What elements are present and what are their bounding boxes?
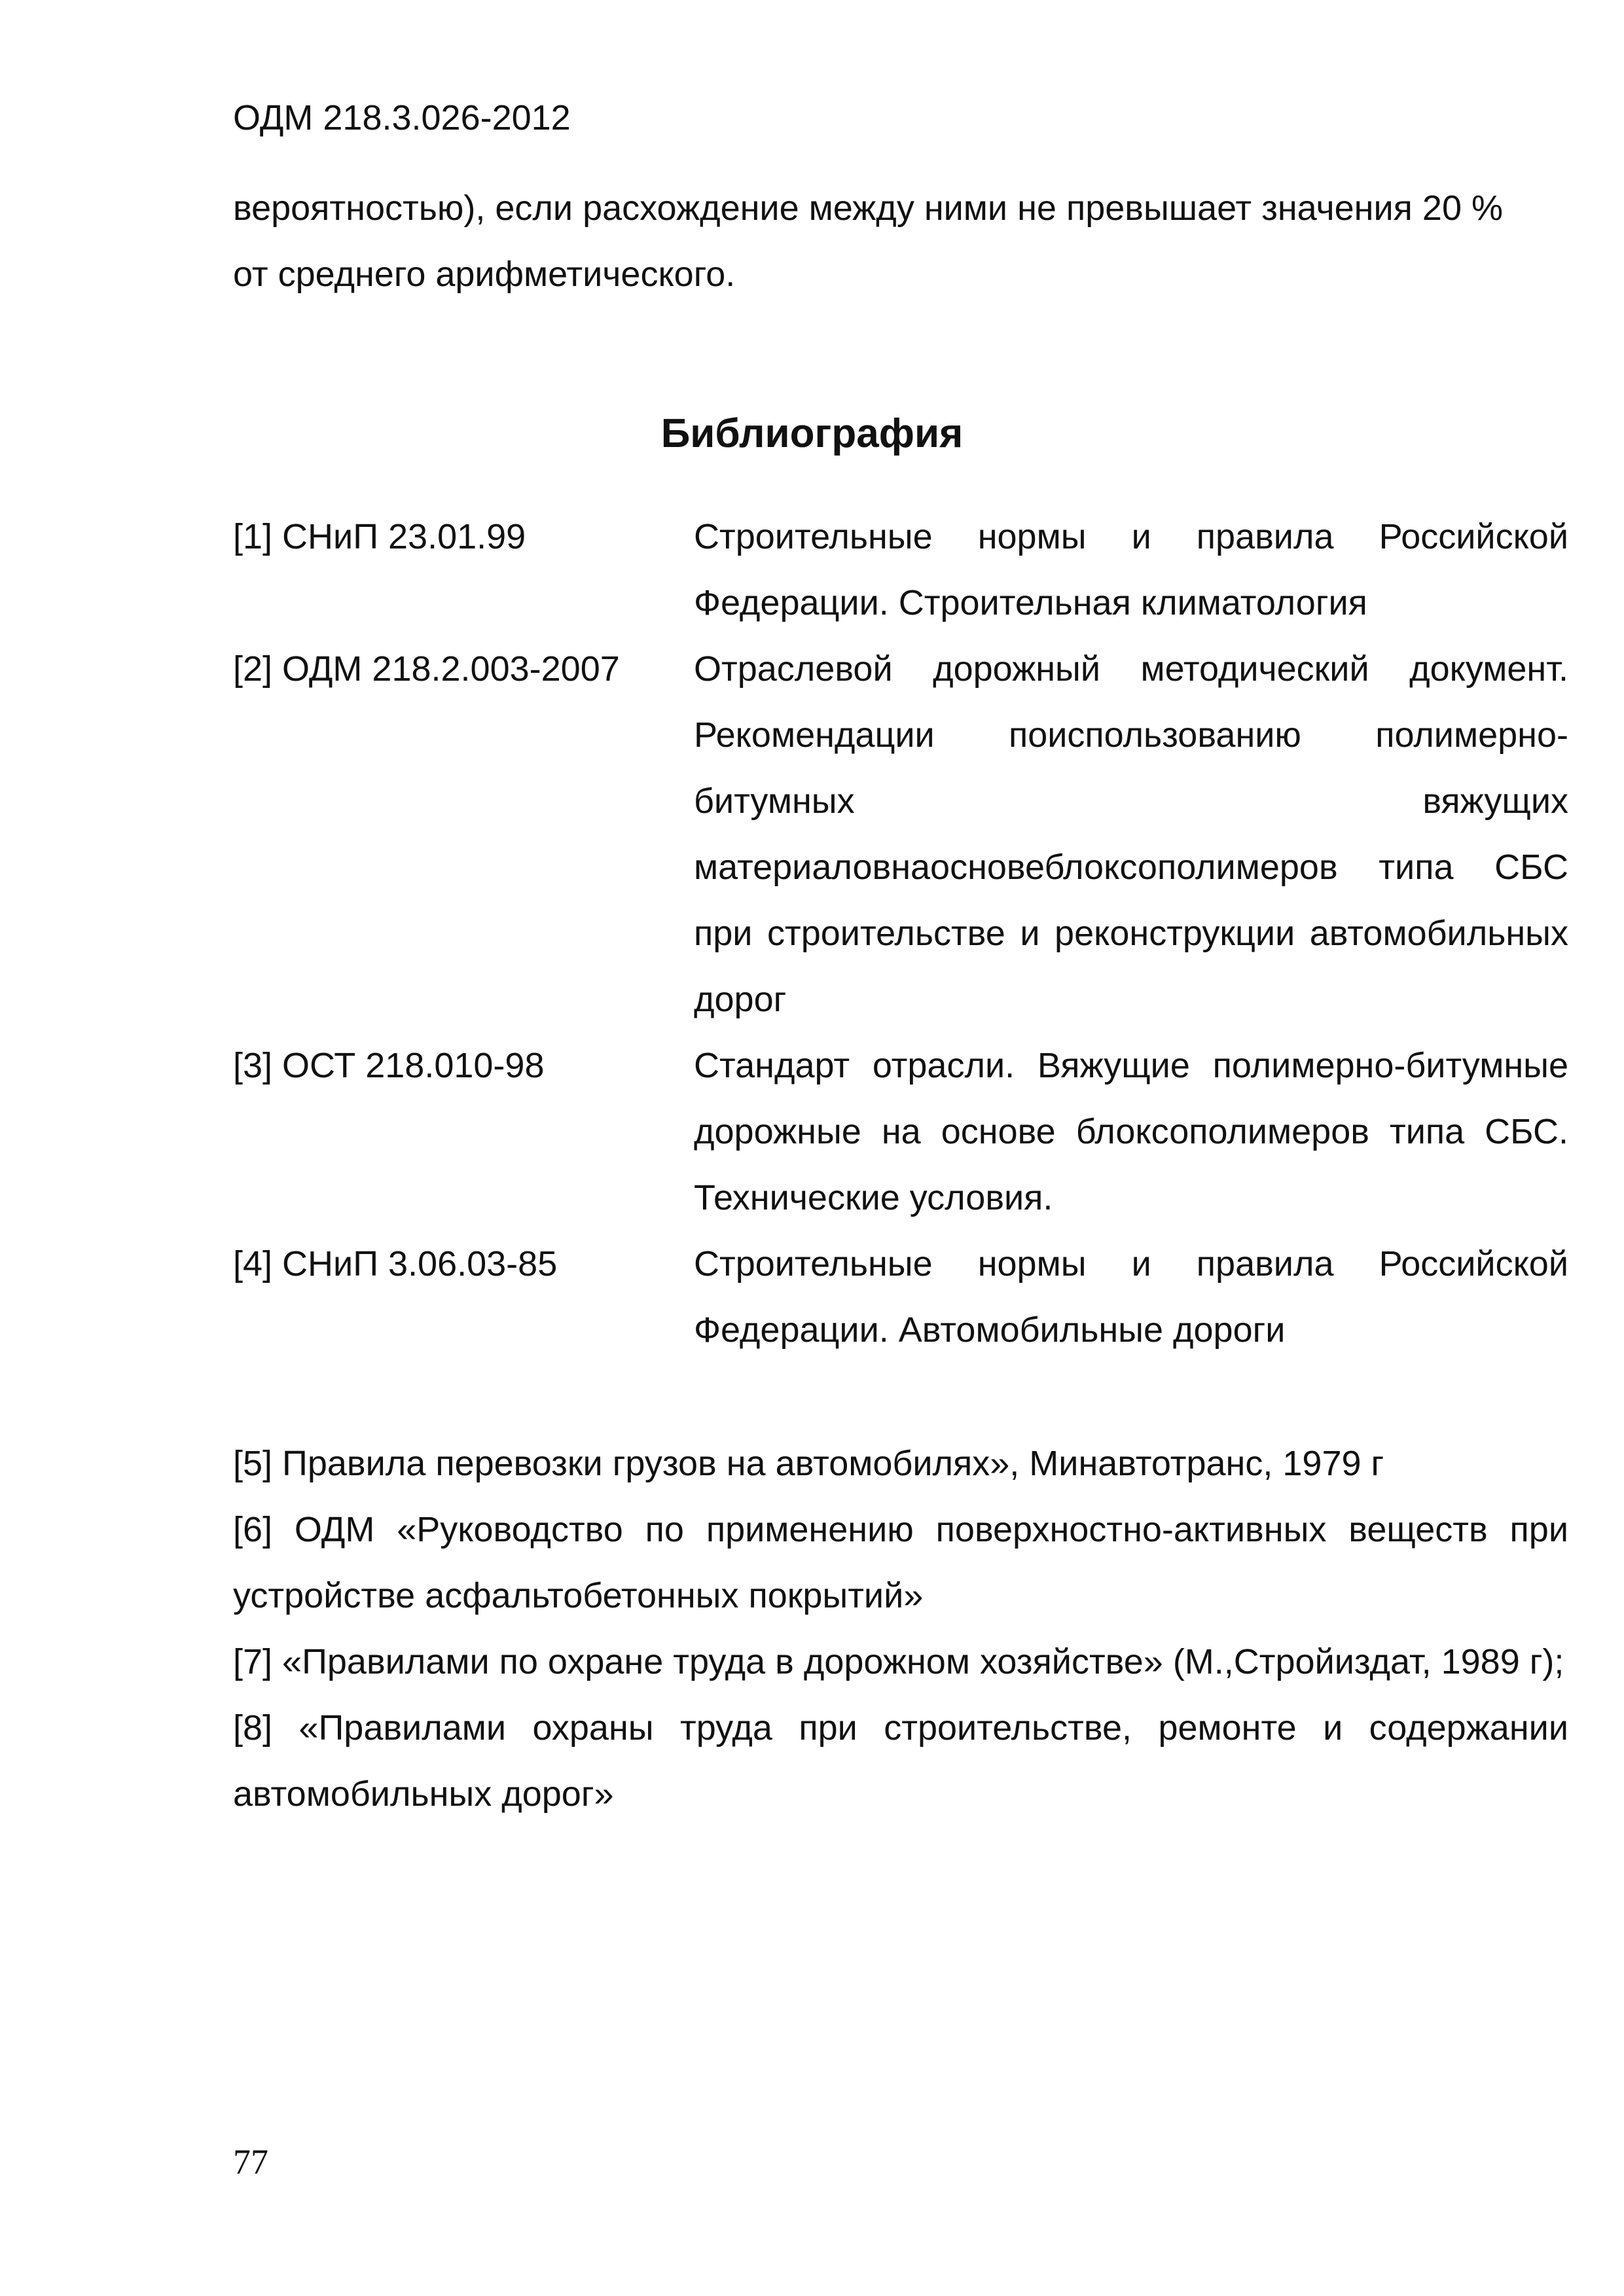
- bibliography-free-list: [233, 1431, 1568, 1827]
- bibliography-entry-description: Строительные нормы и правила Российской Федерации. Автомобильные дороги: [694, 1244, 1568, 1350]
- bibliography-entry: [233, 636, 1568, 1033]
- bibliography-entry-description: Стандарт отрасли. Вяжущие полимерно-битумные дорожные на основе блоксополимеров типа СБС. Технические условия.: [694, 1046, 1568, 1217]
- bibliography-entry-code: [1] СНиП 23.01.99: [233, 517, 526, 556]
- bibliography-table: [233, 504, 1568, 1363]
- bibliography-entry-description: Отраслевой дорожный методический документ. Рекомендации поиспользованию полимерно-битумных вяжущих материаловнаосновеблоксополимеров типа СБС при строительстве и реконструкции автомобильных дорог: [694, 649, 1568, 1019]
- bibliography-entry: [8] «Правилами охраны труда при строительстве, ремонте и содержании автомобильных дорог»: [233, 1708, 1568, 1814]
- bibliography-entry: [233, 1033, 1568, 1231]
- bibliography-entry: [6] ОДМ «Руководство по применению поверхностно-активных веществ при устройстве асфальтобетонных покрытий»: [233, 1510, 1568, 1615]
- intro-paragraph: вероятностью), если расхождение между ними не превышает значения 20 % от среднего арифметического.: [233, 188, 1503, 294]
- bibliography-entry: [233, 1231, 1568, 1363]
- section-title: Библиография: [660, 411, 964, 456]
- page-number: 77: [233, 2142, 268, 2181]
- document-header-code: ОДМ 218.3.026-2012: [233, 98, 571, 137]
- bibliography-entry-code: [4] СНиП 3.06.03-85: [233, 1244, 558, 1283]
- bibliography-entry-code: [2] ОДМ 218.2.003-2007: [233, 649, 620, 689]
- bibliography-entry-code: [3] ОСТ 218.010-98: [233, 1046, 545, 1085]
- bibliography-entry: [5] Правила перевозки грузов на автомобилях», Минавтотранс, 1979 г: [233, 1444, 1384, 1483]
- bibliography-entry-description: Строительные нормы и правила Российской Федерации. Строительная климатология: [694, 517, 1568, 622]
- bibliography-entry: [7] «Правилами по охране труда в дорожном хозяйстве» (М.,Стройиздат, 1989 г);: [233, 1642, 1564, 1681]
- bibliography-entry: [233, 504, 1568, 636]
